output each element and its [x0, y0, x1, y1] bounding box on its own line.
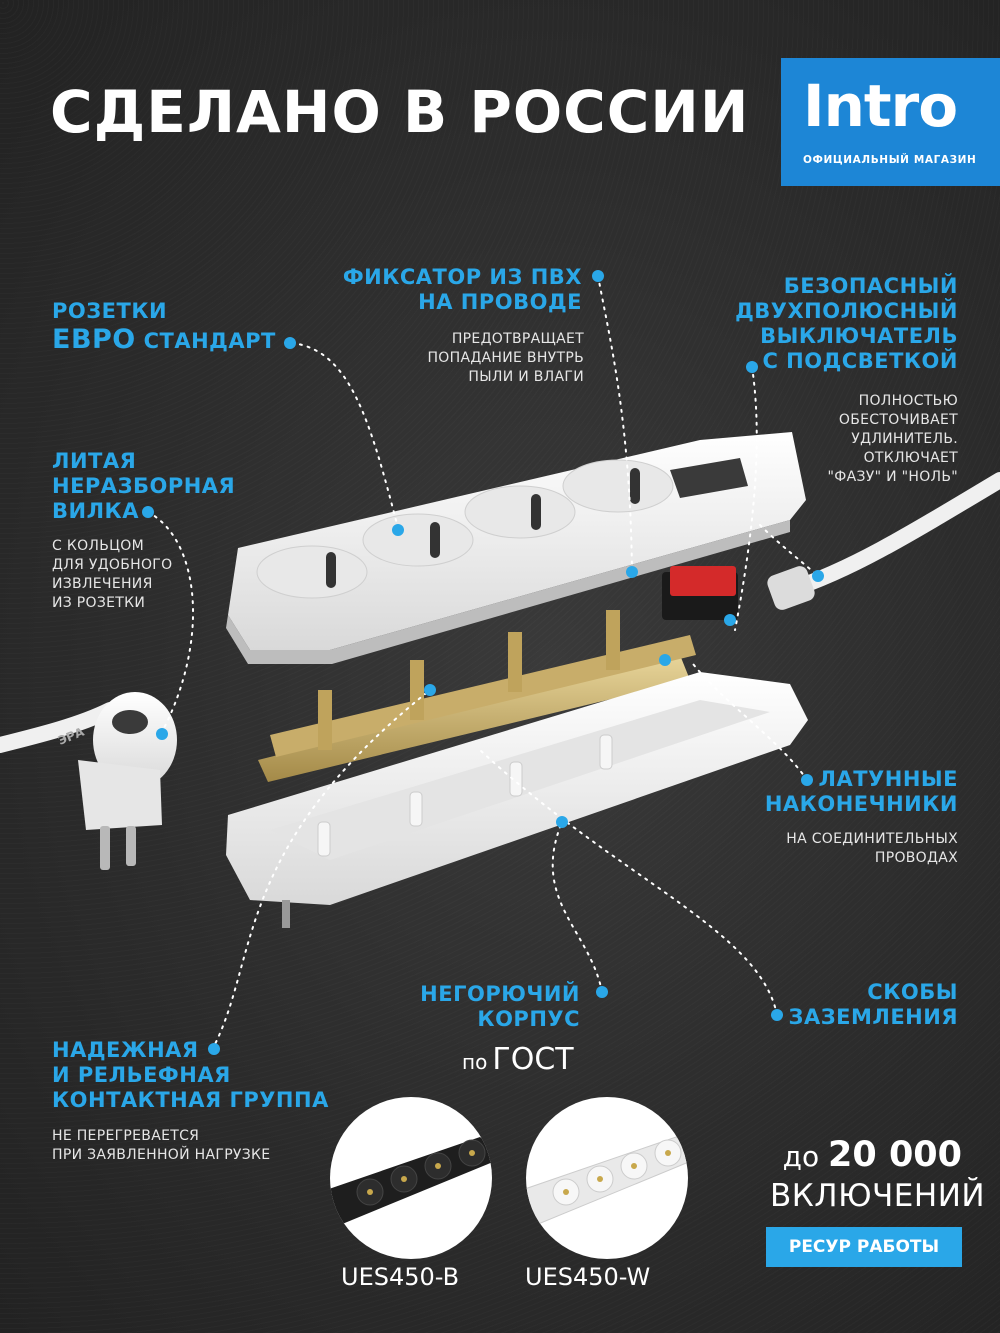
- contacts-line-3: КОНТАКТНАЯ ГРУППА: [52, 1088, 329, 1112]
- brass-line-2: НАКОНЕЧНИКИ: [764, 792, 958, 816]
- housing-line-1: НЕГОРЮЧИЙ: [420, 982, 580, 1006]
- feature-plug: [52, 449, 235, 524]
- plug: [0, 692, 177, 870]
- plug-brand-text: ЭРА: [55, 724, 87, 748]
- feature-sockets-line1: РОЗЕТКИ: [52, 299, 168, 323]
- switch-line-2: ДВУХПОЛЮСНЫЙ: [735, 299, 958, 323]
- contacts-line-2: И РЕЛЬЕФНАЯ: [52, 1063, 231, 1087]
- feature-plug-desc: [52, 537, 172, 613]
- cycles-number: 20 000: [828, 1135, 962, 1175]
- feature-housing: [420, 982, 580, 1032]
- logo-brand: Intro: [803, 72, 958, 140]
- feature-switch-desc: [828, 392, 958, 487]
- black-strip-image: [330, 1097, 492, 1259]
- switch-line-3: ВЫКЛЮЧАТЕЛЬ: [760, 324, 958, 348]
- model-white-name: UES450-W: [525, 1263, 651, 1291]
- feature-fixator: [343, 265, 582, 315]
- feature-sockets-standard: СТАНДАРТ: [143, 329, 276, 353]
- switch-line-1: БЕЗОПАСНЫЙ: [783, 274, 958, 298]
- cycles-count: [770, 1135, 986, 1216]
- feature-grounding: [789, 980, 958, 1030]
- cycles-prefix: до: [782, 1140, 820, 1173]
- plug-line-3: ВИЛКА: [52, 499, 139, 523]
- socket-1: [257, 546, 367, 598]
- feature-switch: [735, 274, 958, 374]
- switch-desc-2: ОБЕСТОЧИВАЕТ: [838, 412, 958, 428]
- plug-line-1: ЛИТАЯ: [52, 449, 137, 473]
- cycles-unit: ВКЛЮЧЕНИЙ: [770, 1178, 986, 1214]
- fixator-desc-2: ПОПАДАНИЕ ВНУТРЬ: [427, 350, 584, 366]
- socket-2: [363, 514, 473, 566]
- feature-brass-desc: [786, 830, 958, 868]
- brass-line-1: ЛАТУННЫЕ: [818, 767, 958, 791]
- feature-contacts: [52, 1038, 329, 1113]
- white-strip-image: [526, 1097, 688, 1259]
- feature-fixator-line1: ФИКСАТОР ИЗ ПВХ: [342, 265, 582, 289]
- feature-fixator-line2: НА ПРОВОДЕ: [418, 290, 582, 314]
- plug-desc-2: ДЛЯ УДОБНОГО: [52, 557, 173, 573]
- plug-desc-4: ИЗ РОЗЕТКИ: [52, 595, 146, 611]
- gost-label: [462, 1042, 574, 1077]
- store-logo[interactable]: [781, 58, 1000, 186]
- gost-text: ГОСТ: [492, 1042, 574, 1077]
- switch-desc-3: УДЛИНИТЕЛЬ.: [851, 431, 958, 447]
- fixator-desc-3: ПЫЛИ И ВЛАГИ: [468, 369, 584, 385]
- fixator-desc-1: ПРЕДОТВРАЩАЕТ: [451, 331, 584, 347]
- model-black-name: UES450-B: [341, 1263, 460, 1291]
- brass-desc-1: НА СОЕДИНИТЕЛЬНЫХ: [786, 831, 958, 847]
- housing-line-2: КОРПУС: [477, 1007, 580, 1031]
- brass-desc-2: ПРОВОДАХ: [874, 850, 958, 866]
- socket-3: [465, 486, 575, 538]
- feature-fixator-desc: [427, 330, 584, 387]
- feature-sockets-euro: ЕВРО: [52, 324, 136, 355]
- feature-contacts-desc: [52, 1127, 270, 1165]
- contacts-line-1: НАДЕЖНАЯ: [52, 1038, 199, 1062]
- gost-prefix: по: [462, 1050, 488, 1074]
- switch-desc-5: "ФАЗУ" И "НОЛЬ": [827, 469, 958, 485]
- feature-sockets: [52, 299, 276, 354]
- grounding-line-2: ЗАЗЕМЛЕНИЯ: [788, 1005, 958, 1029]
- feature-brass: [765, 767, 958, 817]
- marker-dots: [142, 270, 824, 1055]
- switch-block: [662, 566, 738, 620]
- model-black-thumbnail[interactable]: [330, 1097, 492, 1259]
- switch-desc-4: ОТКЛЮЧАЕТ: [863, 450, 958, 466]
- model-white-thumbnail[interactable]: [526, 1097, 688, 1259]
- plug-desc-1: С КОЛЬЦОМ: [52, 538, 144, 554]
- page-title: СДЕЛАНО В РОССИИ: [50, 78, 750, 146]
- grounding-line-1: СКОБЫ: [867, 980, 958, 1004]
- plug-line-2: НЕРАЗБОРНАЯ: [52, 474, 236, 498]
- contacts-desc-2: ПРИ ЗАЯВЛЕННОЙ НАГРУЗКЕ: [52, 1147, 271, 1163]
- socket-4: [563, 460, 673, 512]
- resource-badge: РЕСУР РАБОТЫ: [766, 1227, 962, 1267]
- top-cover: [226, 432, 806, 664]
- switch-desc-1: ПОЛНОСТЬЮ: [858, 393, 958, 409]
- plug-desc-3: ИЗВЛЕЧЕНИЯ: [52, 576, 153, 592]
- contacts-desc-1: НЕ ПЕРЕГРЕВАЕТСЯ: [52, 1128, 200, 1144]
- switch-line-4: С ПОДСВЕТКОЙ: [762, 349, 958, 373]
- logo-subtitle: ОФИЦИАЛЬНЫЙ МАГАЗИН: [803, 154, 977, 166]
- cable-fixator: [765, 564, 817, 612]
